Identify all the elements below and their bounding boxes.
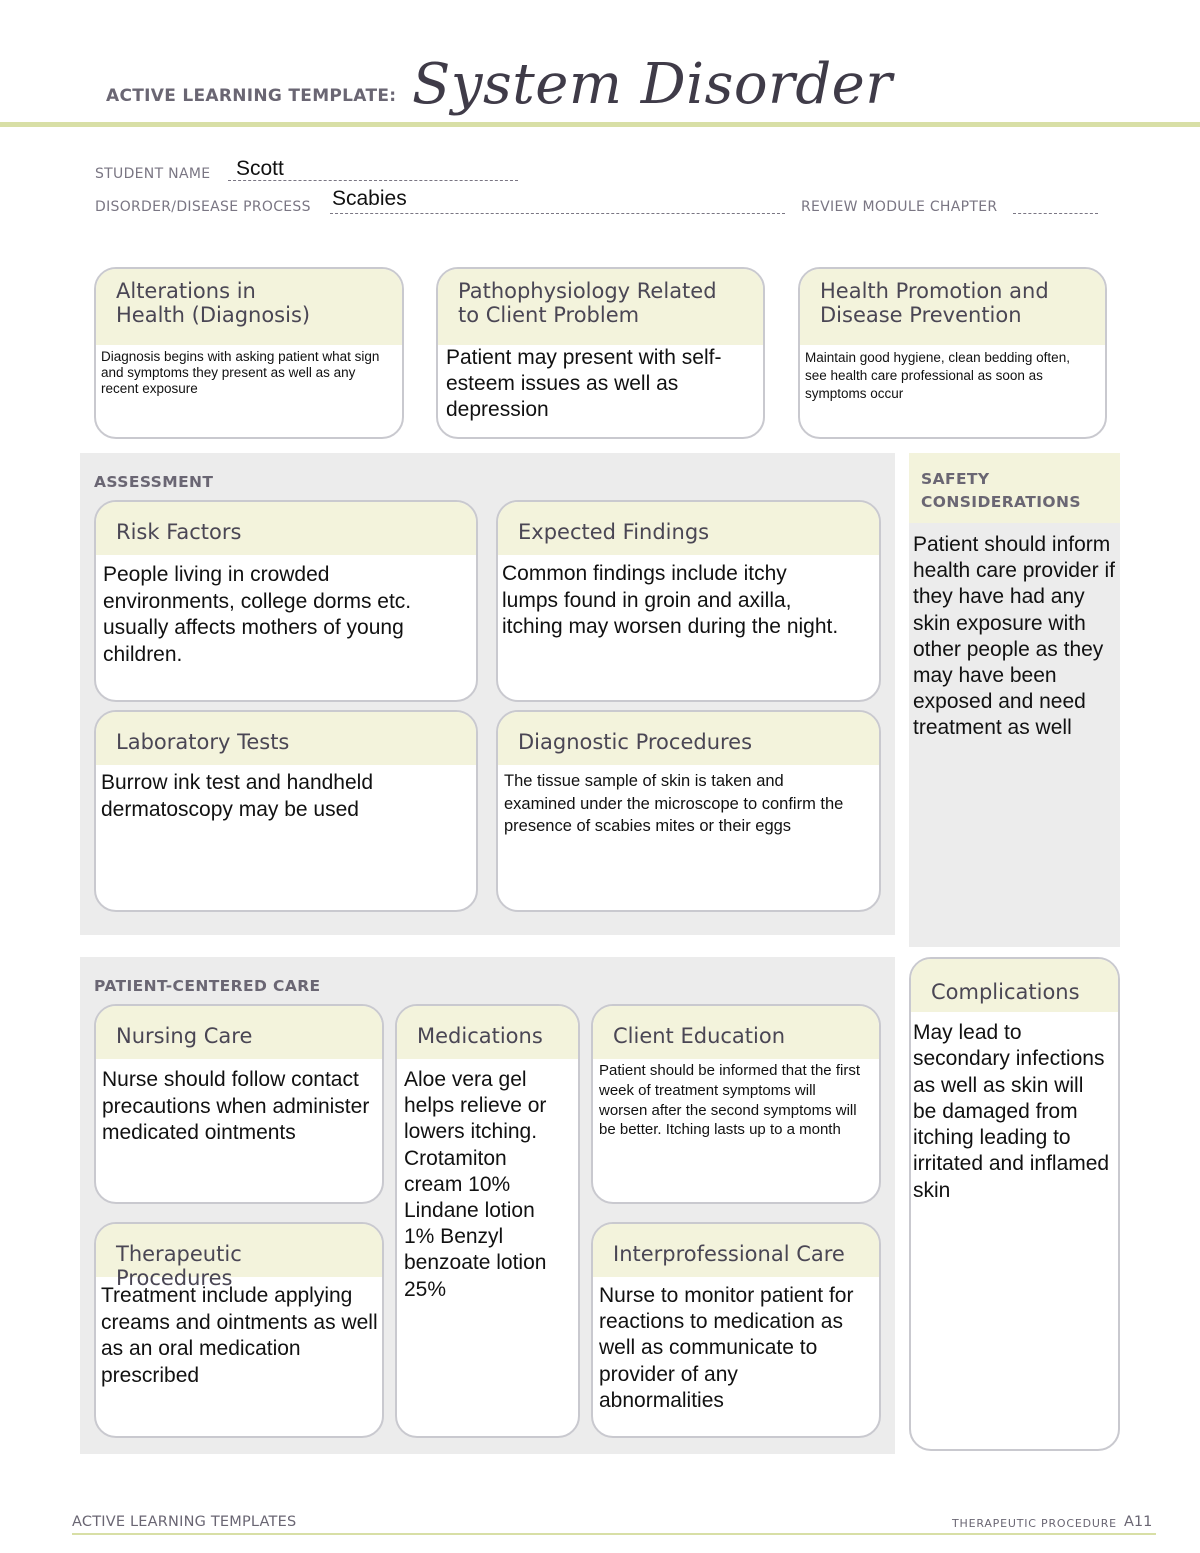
alterations-title-line2: Health (Diagnosis) (116, 303, 311, 327)
alterations-body[interactable]: Diagnosis begins with asking patient what sign and symptoms they present as well as any recent exposure (101, 349, 380, 396)
interprofessional-care-title: Interprofessional Care (593, 1224, 879, 1277)
health-promotion-body[interactable]: Maintain good hygiene, clean bedding often, see health care professional as soon as symptoms occur (805, 350, 1070, 401)
laboratory-tests-card (94, 710, 478, 912)
medications-title: Medications (397, 1006, 578, 1059)
review-chapter-label: REVIEW MODULE CHAPTER (801, 199, 998, 215)
diagnostic-procedures-title: Diagnostic Procedures (498, 712, 879, 765)
complications-title: Complications (911, 959, 1118, 1012)
medications-body[interactable]: Aloe vera gel helps relieve or lowers itching. Crotamiton cream 10% Lindane lotion 1% Benzyl benzoate lotion 25% (404, 1068, 547, 1301)
pathophysiology-title-line1: Pathophysiology Related (458, 279, 717, 303)
alterations-card (94, 267, 404, 439)
health-promotion-card (798, 267, 1107, 439)
laboratory-tests-title: Laboratory Tests (96, 712, 476, 765)
pathophysiology-card (436, 267, 765, 439)
health-promotion-title-line1: Health Promotion and (820, 279, 1049, 303)
therapeutic-procedures-title: Therapeutic Procedures (96, 1224, 382, 1277)
diagnostic-procedures-body[interactable]: The tissue sample of skin is taken and examined under the microscope to confirm the presence of scabies mites or their eggs (504, 772, 844, 835)
page-number: A11 (1124, 1514, 1153, 1530)
pathophysiology-body[interactable]: Patient may present with self-esteem issues as well as depression (446, 346, 722, 421)
student-name-label: STUDENT NAME (95, 166, 211, 182)
safety-body[interactable]: Patient should inform health care provider if they have had any skin exposure with other people as they may have been exposed and need treatment as well (913, 533, 1115, 740)
therapeutic-procedures-card (94, 1222, 384, 1438)
client-education-card (591, 1004, 881, 1204)
client-education-body[interactable]: Patient should be informed that the first week of treatment symptoms will worsen after the second symptoms will be better. Itching lasts up to a month (599, 1062, 860, 1139)
interprofessional-care-card (591, 1222, 881, 1438)
risk-factors-body[interactable]: People living in crowded environments, college dorms etc. usually affects mothers of young children. (103, 563, 412, 666)
footer-divider (72, 1533, 1156, 1535)
review-chapter-field[interactable] (1013, 213, 1098, 214)
laboratory-tests-body[interactable]: Burrow ink test and handheld dermatoscopy may be used (101, 771, 374, 821)
expected-findings-card (496, 500, 881, 702)
page-title: System Disorder (412, 52, 893, 117)
health-promotion-title-line2: Disease Prevention (820, 303, 1022, 327)
interprofessional-care-body[interactable]: Nurse to monitor patient for reactions to medication as well as communicate to provider of any abnormalities (599, 1284, 854, 1412)
disorder-label: DISORDER/DISEASE PROCESS (95, 199, 311, 215)
patient-centered-care-title: PATIENT-CENTERED CARE (94, 977, 321, 995)
safety-header (909, 453, 1120, 523)
safety-title-line2: CONSIDERATIONS (921, 493, 1081, 511)
expected-findings-title: Expected Findings (498, 502, 879, 555)
disorder-field[interactable]: Scabies (332, 187, 407, 210)
risk-factors-card (94, 500, 478, 702)
alterations-header (96, 269, 402, 345)
pathophysiology-title-line2: to Client Problem (458, 303, 640, 327)
template-label: ACTIVE LEARNING TEMPLATE: (106, 86, 397, 106)
footer-left-label: ACTIVE LEARNING TEMPLATES (72, 1514, 297, 1530)
pathophysiology-header (438, 269, 763, 345)
therapeutic-procedures-body[interactable]: Treatment include applying creams and ointments as well as an oral medication prescribed (101, 1284, 378, 1387)
nursing-care-card (94, 1004, 384, 1204)
nursing-care-body[interactable]: Nurse should follow contact precautions when administer medicated ointments (102, 1068, 370, 1144)
safety-title-line1: SAFETY (921, 470, 990, 488)
assessment-title: ASSESSMENT (94, 473, 214, 491)
diagnostic-procedures-card (496, 710, 881, 912)
alterations-title-line1: Alterations in (116, 279, 256, 303)
footer-right-label: THERAPEUTIC PROCEDURE (952, 1517, 1117, 1530)
client-education-title: Client Education (593, 1006, 879, 1059)
disorder-line (330, 213, 785, 214)
student-name-field[interactable]: Scott (236, 157, 284, 180)
risk-factors-title: Risk Factors (96, 502, 476, 555)
expected-findings-body[interactable]: Common findings include itchy lumps found in groin and axilla, itching may worsen during the night. (502, 562, 839, 638)
complications-body[interactable]: May lead to secondary infections as well as skin will be damaged from itching leading to irritated and inflamed skin (913, 1021, 1110, 1202)
header-divider (0, 122, 1200, 127)
complications-card (909, 957, 1120, 1451)
health-promotion-header (800, 269, 1105, 345)
medications-card (395, 1004, 580, 1438)
nursing-care-title: Nursing Care (96, 1006, 382, 1059)
